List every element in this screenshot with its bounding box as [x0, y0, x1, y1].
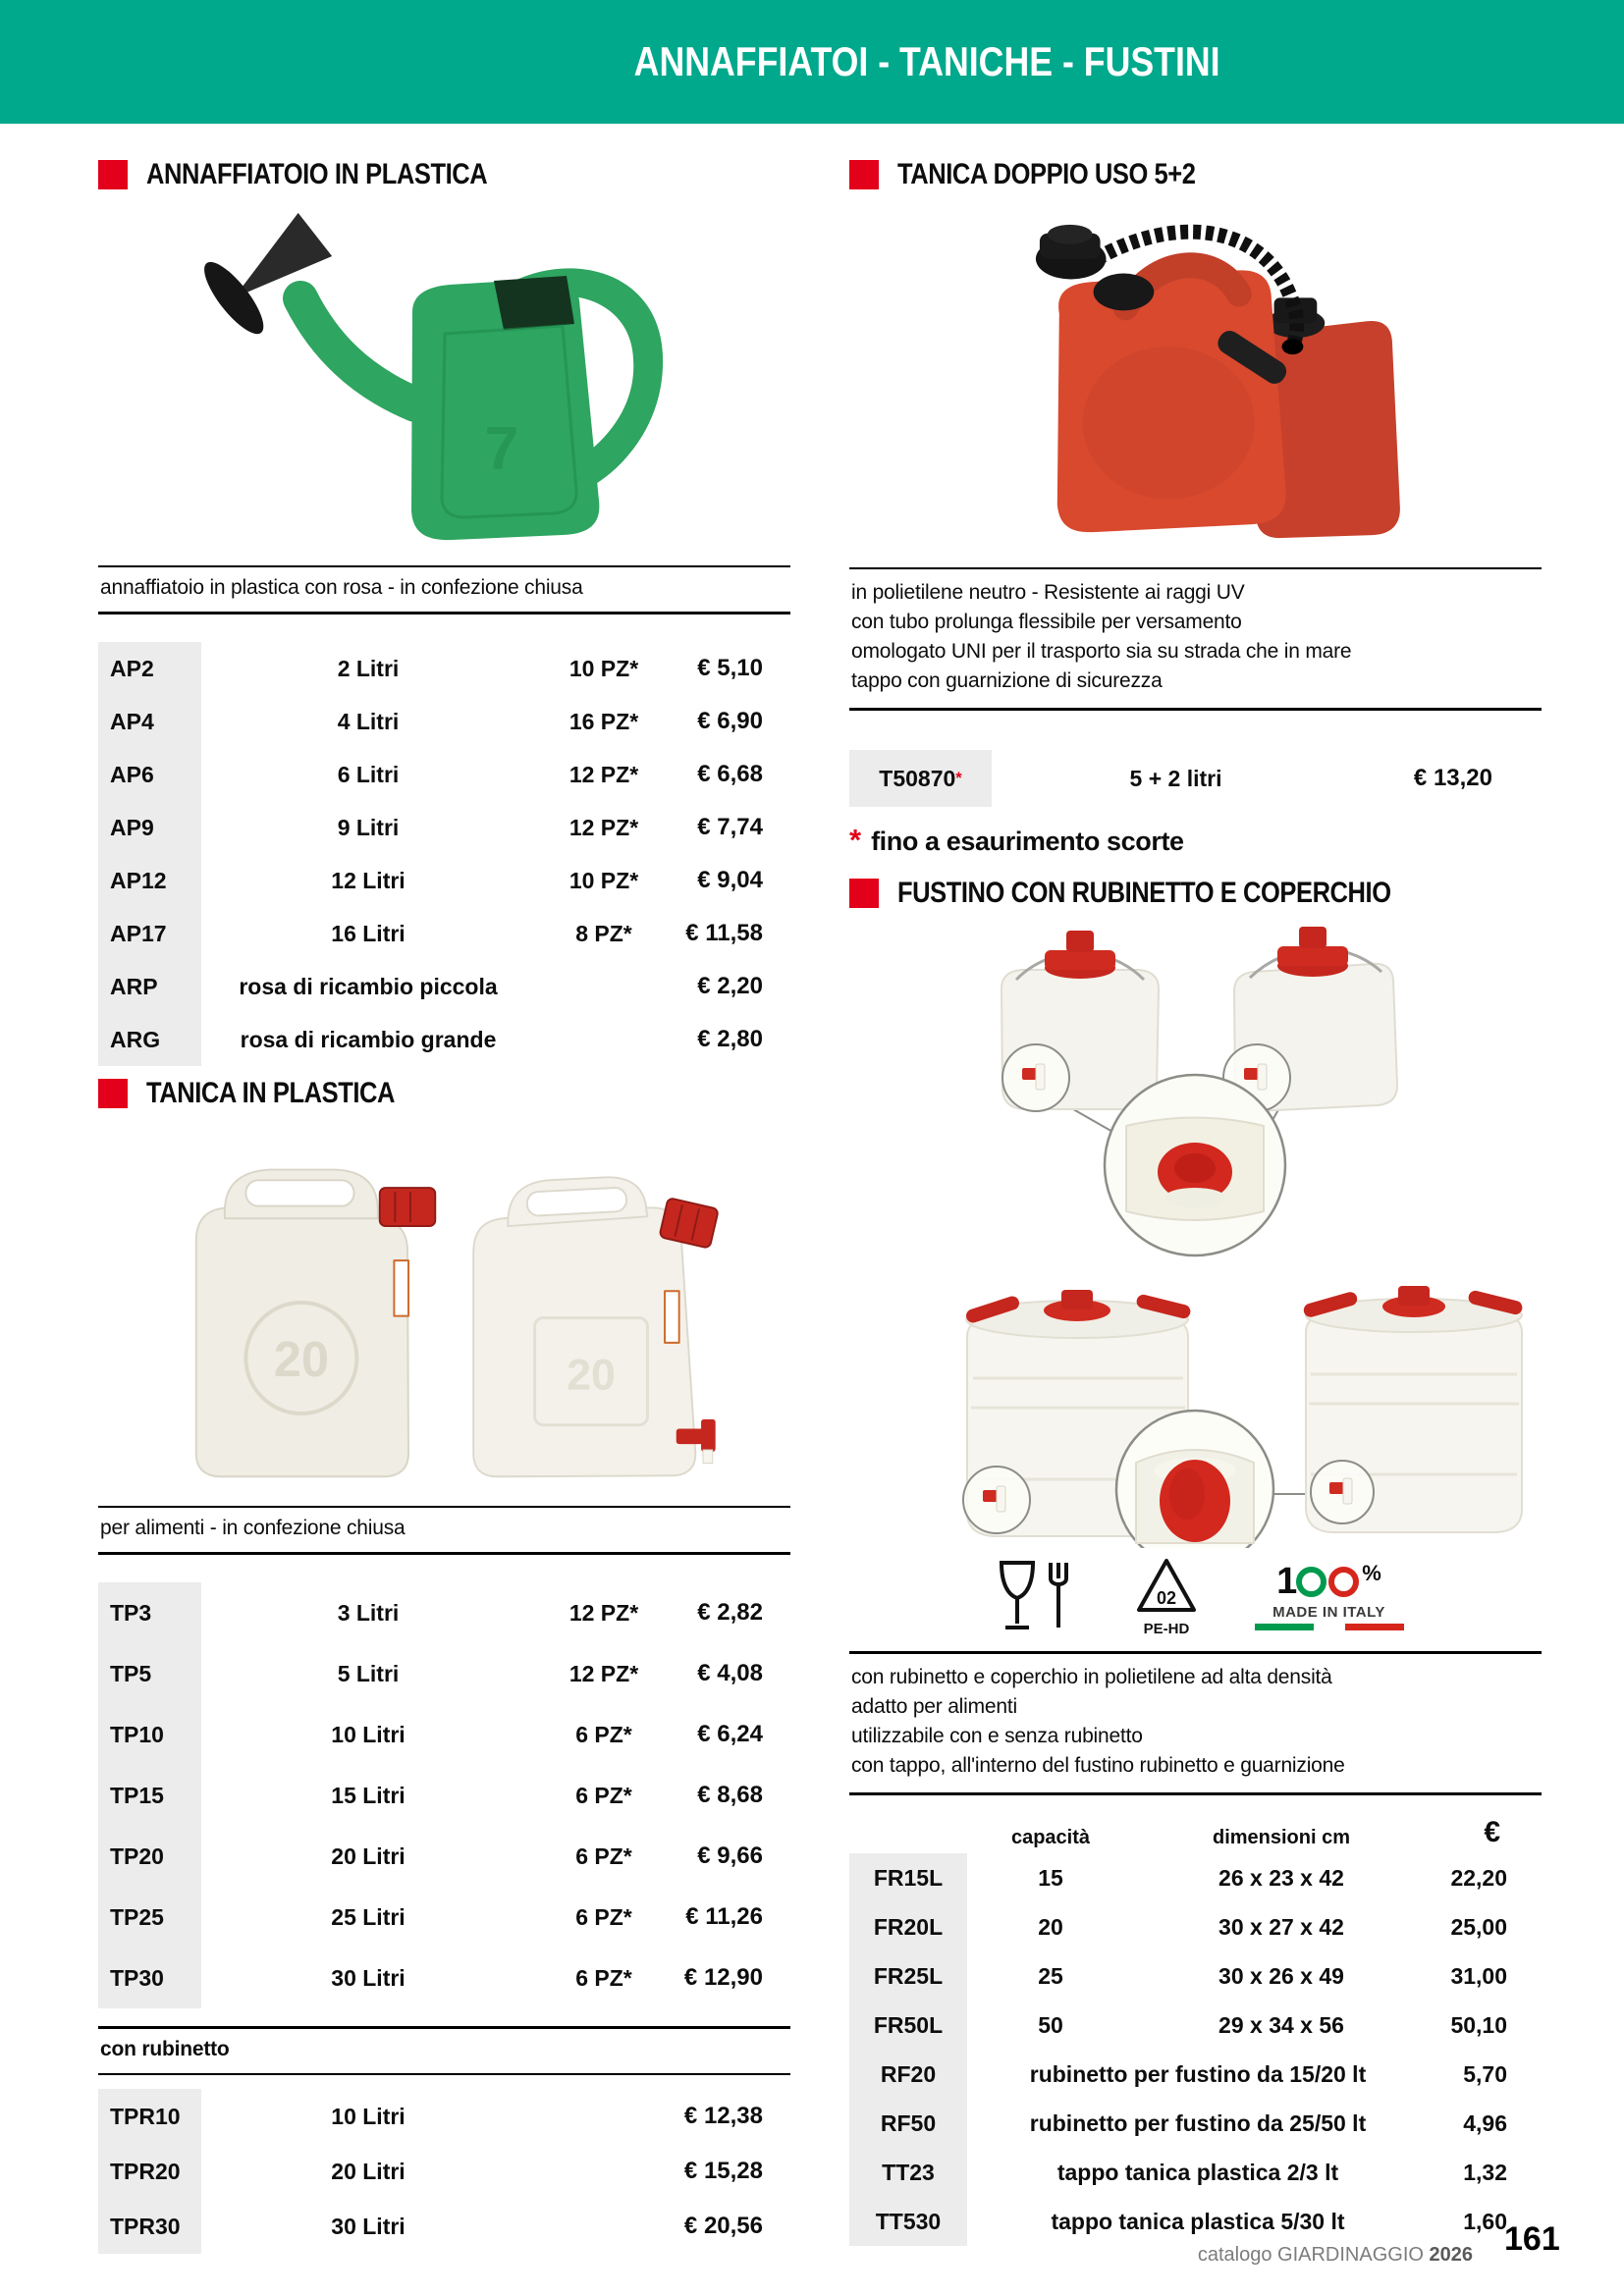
product-desc: rubinetto per fustino da 15/20 lt — [1029, 2060, 1367, 2087]
product-desc: 4 Litri — [337, 708, 400, 734]
product-code: TP10 — [98, 1704, 201, 1765]
doppio-description — [849, 567, 1542, 711]
section-title: TANICA IN PLASTICA — [146, 1077, 396, 1109]
product-price: € 20,56 — [683, 2213, 763, 2239]
product-price: € 8,68 — [697, 1782, 763, 1808]
product-desc: rubinetto per fustino da 25/50 lt — [1029, 2109, 1367, 2136]
watering-can-image — [98, 194, 790, 544]
page-number: 161 — [1504, 2220, 1560, 2258]
product-qty: 12 PZ* — [568, 1599, 639, 1626]
product-code: TPR20 — [98, 2144, 201, 2199]
product-dimensions: 29 x 34 x 56 — [1218, 2011, 1344, 2038]
made-in-italy-logo — [1255, 1561, 1404, 1630]
product-price: € 7,74 — [697, 814, 763, 840]
fustino-table-header — [849, 1808, 1542, 1849]
product-price: € 11,26 — [685, 1903, 763, 1930]
table-row — [98, 2089, 790, 2144]
product-desc: 3 Litri — [337, 1599, 400, 1626]
product-capacity: 15 — [1038, 1864, 1063, 1891]
header-code — [849, 1808, 967, 1849]
product-price: € 11,58 — [685, 920, 763, 946]
product-code: FR15L — [849, 1853, 967, 1902]
svg-text:20: 20 — [566, 1350, 616, 1400]
table-row — [98, 1704, 790, 1765]
product-desc: 30 Litri — [331, 1964, 406, 1991]
table-row — [98, 1643, 790, 1704]
product-code: AP4 — [98, 695, 201, 748]
italy-flag-bars — [1255, 1624, 1404, 1630]
product-code: FR20L — [849, 1902, 967, 1951]
product-code: AP12 — [98, 854, 201, 907]
asterisk-mark: * — [849, 823, 862, 857]
product-desc: 25 Litri — [331, 1903, 406, 1930]
product-price: 1,32 — [1463, 2159, 1507, 2185]
pe-hd-recycle-icon — [1125, 1551, 1208, 1641]
page-title: ANNAFFIATOI - TANICHE - FUSTINI — [634, 38, 1220, 84]
product-code: TP3 — [98, 1582, 201, 1643]
description-line: con rubinetto e coperchio in polietilene ad alta densità — [851, 1666, 1332, 1688]
doppio-product-row — [849, 750, 1542, 807]
product-desc: 2 Litri — [337, 655, 400, 681]
annaffiatoio-description: annaffiatoio in plastica con rosa - in confezione chiusa — [98, 565, 790, 614]
red-ring-icon — [1328, 1567, 1359, 1597]
white-jerrycans-image — [98, 1115, 790, 1488]
red-square-icon — [849, 160, 879, 189]
product-desc: 5 + 2 litri — [1129, 765, 1222, 791]
product-code: FR25L — [849, 1951, 967, 2001]
red-square-icon — [98, 1079, 128, 1108]
product-code: T50870 * — [849, 750, 992, 807]
product-price: € 9,66 — [697, 1842, 763, 1869]
description-line: in polietilene neutro - Resistente ai raggi UV — [851, 581, 1245, 604]
product-desc: tappo tanica plastica 2/3 lt — [1056, 2159, 1339, 2185]
table-row — [849, 2001, 1542, 2050]
right-column — [849, 124, 1542, 2296]
product-qty: 10 PZ* — [568, 655, 639, 681]
double-use-jerrycan-image — [849, 194, 1542, 546]
table-row — [849, 2148, 1542, 2197]
product-qty: 6 PZ* — [575, 1964, 632, 1991]
product-price: € 6,68 — [697, 761, 763, 787]
stock-note: * fino a esaurimento scorte — [849, 823, 1184, 857]
product-price: 5,70 — [1463, 2060, 1507, 2087]
product-price: 4,96 — [1463, 2109, 1507, 2136]
product-qty: 16 PZ* — [568, 708, 639, 734]
product-desc: 15 Litri — [331, 1782, 406, 1808]
product-code: AP6 — [98, 748, 201, 801]
red-square-icon — [98, 160, 128, 189]
product-qty: 12 PZ* — [568, 1660, 639, 1686]
header-capacity: capacità — [1010, 1827, 1091, 1848]
table-row — [98, 1765, 790, 1826]
product-desc: 10 Litri — [331, 2103, 406, 2129]
product-price: 22,20 — [1450, 1864, 1507, 1891]
product-code: FR50L — [849, 2001, 967, 2050]
product-code: TP30 — [98, 1948, 201, 2008]
annaffiatoio-table — [98, 642, 790, 1066]
made-in-italy-percent: 1 % — [1276, 1561, 1381, 1602]
section-fustino-header — [849, 874, 1542, 913]
product-capacity: 25 — [1038, 1962, 1063, 1989]
green-ring-icon — [1296, 1567, 1326, 1597]
product-desc: 5 Litri — [337, 1660, 400, 1686]
product-code: TP20 — [98, 1826, 201, 1887]
table-row — [849, 1853, 1542, 1902]
fustini-image — [849, 915, 1542, 1548]
table-row — [98, 1826, 790, 1887]
product-code: TPR30 — [98, 2199, 201, 2254]
page-banner — [0, 0, 1624, 124]
product-qty: 6 PZ* — [575, 1721, 632, 1747]
product-price: 25,00 — [1450, 1913, 1507, 1940]
section-tanica-header — [98, 1074, 790, 1113]
fustino-description — [849, 1651, 1542, 1795]
product-code: AP17 — [98, 907, 201, 960]
table-row — [98, 801, 790, 854]
product-desc: 12 Litri — [331, 867, 406, 893]
certification-badges — [849, 1549, 1542, 1642]
red-square-icon — [849, 879, 879, 908]
product-code: TP25 — [98, 1887, 201, 1948]
table-row — [98, 642, 790, 695]
svg-text:20: 20 — [273, 1330, 329, 1387]
product-price: € 4,08 — [697, 1660, 763, 1686]
product-price: € 2,20 — [697, 973, 763, 999]
table-row — [98, 2144, 790, 2199]
product-desc: 16 Litri — [331, 920, 406, 946]
product-code: TT530 — [849, 2197, 967, 2246]
left-column — [98, 124, 790, 2296]
table-row — [849, 1951, 1542, 2001]
product-desc: 6 Litri — [337, 761, 400, 787]
green-bar-icon — [1255, 1624, 1314, 1630]
red-bar-icon — [1345, 1624, 1404, 1630]
product-capacity: 50 — [1038, 2011, 1063, 2038]
product-code: ARG — [98, 1013, 201, 1066]
description-line: con tappo, all'interno del fustino rubinetto e guarnizione — [851, 1754, 1345, 1777]
product-desc: rosa di ricambio piccola — [239, 973, 498, 999]
product-code: RF50 — [849, 2099, 967, 2148]
svg-text:PE-HD: PE-HD — [1143, 1620, 1189, 1637]
product-qty: 8 PZ* — [575, 920, 632, 946]
table-row — [98, 907, 790, 960]
product-desc: 10 Litri — [331, 1721, 406, 1747]
section-annaffiatoio-header — [98, 155, 790, 194]
product-price: 50,10 — [1450, 2011, 1507, 2038]
tanica-table — [98, 1582, 790, 2008]
table-row — [98, 854, 790, 907]
header-dimensions: dimensioni cm — [1212, 1827, 1351, 1848]
product-price: 1,60 — [1463, 2208, 1507, 2234]
product-desc: 30 Litri — [331, 2213, 406, 2239]
asterisk-mark: * — [955, 769, 962, 787]
product-price: € 2,80 — [697, 1026, 763, 1052]
product-code: TP15 — [98, 1765, 201, 1826]
product-price: € 12,90 — [683, 1964, 763, 1991]
product-desc: rosa di ricambio grande — [240, 1026, 497, 1052]
product-desc: 20 Litri — [331, 2158, 406, 2184]
product-desc: 9 Litri — [337, 814, 400, 840]
table-row — [849, 1902, 1542, 1951]
rubinetto-table — [98, 2089, 790, 2254]
table-row — [98, 1948, 790, 2008]
product-price: € 6,90 — [697, 708, 763, 734]
table-row — [849, 2197, 1542, 2246]
product-price: 31,00 — [1450, 1962, 1507, 1989]
fustino-table — [849, 1853, 1542, 2246]
description-line: con tubo prolunga flessibile per versamento — [851, 611, 1242, 633]
table-row — [849, 2050, 1542, 2099]
product-capacity: 20 — [1038, 1913, 1063, 1940]
product-code: ARP — [98, 960, 201, 1013]
product-price: € 2,82 — [697, 1599, 763, 1626]
footer-year: 2026 — [1429, 2244, 1473, 2266]
product-desc: tappo tanica plastica 5/30 lt — [1051, 2208, 1345, 2234]
product-dimensions: 30 x 26 x 49 — [1218, 1962, 1344, 1989]
product-desc: 20 Litri — [331, 1842, 406, 1869]
table-row — [98, 960, 790, 1013]
table-row — [98, 695, 790, 748]
food-safe-icon — [988, 1557, 1078, 1635]
table-row — [98, 1887, 790, 1948]
product-price: € 15,28 — [683, 2158, 763, 2184]
product-code: TT23 — [849, 2148, 967, 2197]
product-qty: 6 PZ* — [575, 1782, 632, 1808]
table-row — [98, 2199, 790, 2254]
description-line: utilizzabile con e senza rubinetto — [851, 1725, 1143, 1747]
svg-text:02: 02 — [1156, 1587, 1176, 1608]
table-row — [98, 1013, 790, 1066]
product-dimensions: 26 x 23 x 42 — [1218, 1864, 1344, 1891]
product-price: € 13,20 — [1413, 765, 1492, 791]
product-qty: 12 PZ* — [568, 814, 639, 840]
tanica-description: per alimenti - in confezione chiusa — [98, 1506, 790, 1555]
footer-catalog-label: catalogo GIARDINAGGIO 2026 — [1197, 2244, 1473, 2266]
product-qty: 10 PZ* — [568, 867, 639, 893]
section-title: FUSTINO CON RUBINETTO E COPERCHIO — [897, 877, 1391, 909]
product-price: € 9,04 — [697, 867, 763, 893]
table-row — [98, 748, 790, 801]
product-code: AP2 — [98, 642, 201, 695]
product-price: € 5,10 — [697, 655, 763, 681]
product-code: RF20 — [849, 2050, 967, 2099]
section-title: ANNAFFIATOIO IN PLASTICA — [146, 158, 488, 190]
section-doppio-header — [849, 155, 1542, 194]
product-qty: 6 PZ* — [575, 1903, 632, 1930]
svg-text:7: 7 — [484, 415, 518, 483]
description-line: omologato UNI per il trasporto sia su strada che in mare — [851, 640, 1352, 663]
made-in-italy-label: MADE IN ITALY — [1272, 1604, 1385, 1621]
product-qty: 12 PZ* — [568, 761, 639, 787]
description-line: tappo con guarnizione di sicurezza — [851, 669, 1163, 692]
product-qty: 6 PZ* — [575, 1842, 632, 1869]
product-code: TPR10 — [98, 2089, 201, 2144]
product-price: € 6,24 — [697, 1721, 763, 1747]
product-dimensions: 30 x 27 x 42 — [1218, 1913, 1344, 1940]
section-title: TANICA DOPPIO USO 5+2 — [897, 158, 1196, 190]
description-line: adatto per alimenti — [851, 1695, 1017, 1718]
table-row — [98, 1582, 790, 1643]
header-price: € — [1484, 1816, 1500, 1848]
product-code: TP5 — [98, 1643, 201, 1704]
table-row — [849, 2099, 1542, 2148]
product-price: € 12,38 — [683, 2103, 763, 2129]
product-code: AP9 — [98, 801, 201, 854]
con-rubinetto-subheader: con rubinetto — [98, 2026, 790, 2075]
